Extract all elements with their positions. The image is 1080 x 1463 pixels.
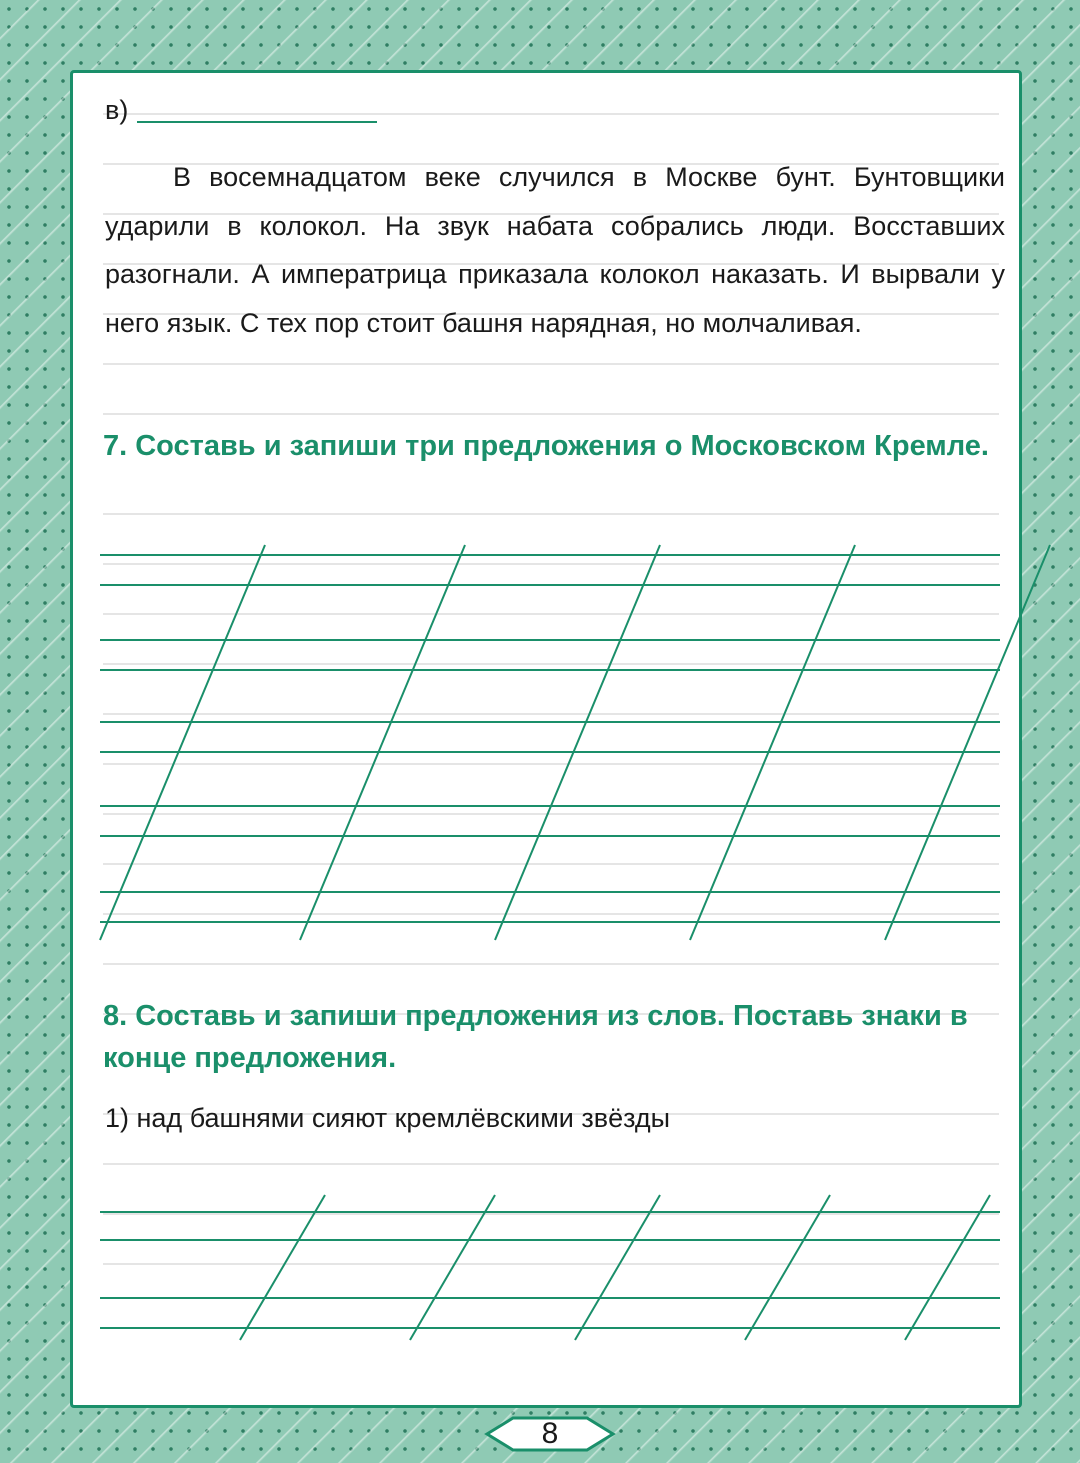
section-letter: в) xyxy=(105,95,129,125)
task7-writing-lines[interactable] xyxy=(100,555,1000,922)
slant-guide-line xyxy=(495,545,660,940)
task7-heading: 7. Составь и запиши три предложения о Московском Кремле. xyxy=(103,430,989,462)
slant-guide-line xyxy=(300,545,465,940)
slant-guide-line xyxy=(575,1195,660,1340)
slant-guide-line xyxy=(745,1195,830,1340)
slant-guide-line xyxy=(240,1195,325,1340)
story-paragraph: В восемнадцатом веке случился в Москве бунт. Бунтовщики ударили в колокол. На звук набата собрались люди. Восставших разогнали. А императрица приказала колокол наказать. И вырвали у него язык. С тех пор стоит башня нарядная, но молчаливая. xyxy=(105,162,1005,338)
task7-slant-guides xyxy=(100,545,1050,940)
slant-guide-line xyxy=(410,1195,495,1340)
task8-slant-guides xyxy=(240,1195,990,1340)
task8-writing-lines[interactable] xyxy=(100,1212,1000,1328)
slant-guide-line xyxy=(690,545,855,940)
page-number: 8 xyxy=(541,1417,559,1450)
task8-item-1: 1) над башнями сияют кремлёвскими звёзды xyxy=(105,1103,671,1133)
slant-guide-line xyxy=(100,545,265,940)
slant-guide-line xyxy=(885,545,1050,940)
task8-heading: 8. Составь и запиши предложения из слов. Поставь знаки в конце предложения. xyxy=(103,1000,968,1074)
slant-guide-line xyxy=(905,1195,990,1340)
